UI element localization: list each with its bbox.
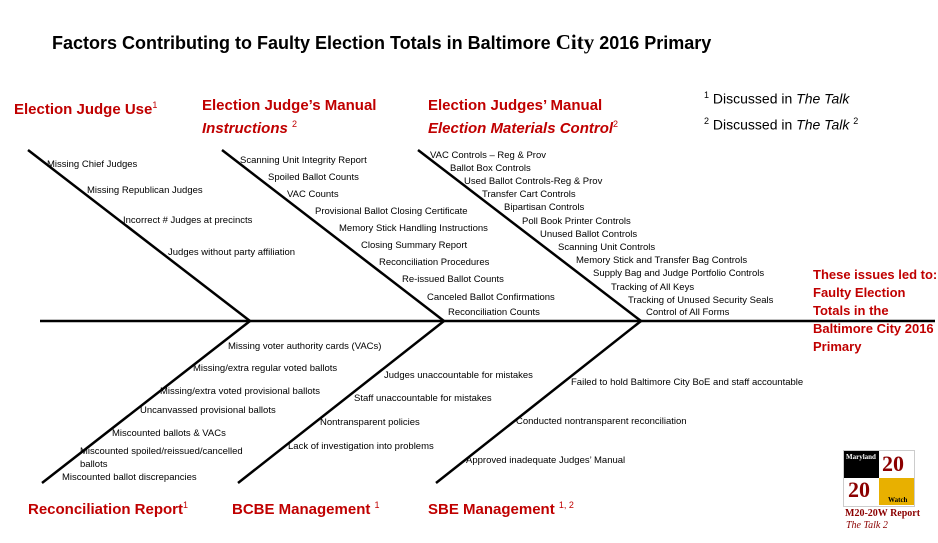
category-bcbe-sup: 1 (374, 500, 380, 510)
cause-reconciliation-2: Missing/extra regular voted ballots (193, 363, 338, 374)
cause-sbe-3: Approved inadequate Judges’ Manual (466, 455, 626, 466)
category-reconciliation-label: Reconciliation Report (28, 501, 184, 518)
credit-report: M20-20W Report (845, 508, 921, 519)
logo-number-top: 20 (882, 451, 904, 476)
cause-materials-8: Scanning Unit Controls (558, 242, 656, 253)
footnote-1-text: Discussed in (712, 90, 797, 107)
maryland-2020-watch-logo (843, 450, 915, 507)
cause-bcbe-3: Nontransparent policies (320, 417, 420, 428)
title-suffix: 2016 Primary (594, 33, 712, 53)
cause-instructions-6: Closing Summary Report (361, 240, 468, 251)
cause-judge-use-2: Missing Republican Judges (87, 185, 203, 196)
cause-materials-9: Memory Stick and Transfer Bag Controls (576, 255, 748, 266)
cause-materials-7: Unused Ballot Controls (540, 229, 638, 240)
cause-judge-use-3: Incorrect # Judges at precincts (123, 215, 253, 226)
cause-materials-12: Tracking of Unused Security Seals (628, 295, 774, 306)
category-judge-use-label: Election Judge Use (14, 101, 153, 118)
cause-reconciliation-4: Uncanvassed provisional ballots (140, 405, 276, 416)
cause-instructions-9: Canceled Ballot Confirmations (427, 292, 555, 303)
cause-instructions-7: Reconciliation Procedures (379, 257, 490, 268)
cause-instructions-4: Provisional Ballot Closing Certificate (315, 206, 468, 217)
cause-reconciliation-5: Miscounted ballots & VACs (112, 428, 226, 439)
cause-instructions-1: Scanning Unit Integrity Report (240, 155, 367, 166)
cause-instructions-2: Spoiled Ballot Counts (268, 172, 359, 183)
cause-materials-4: Transfer Cart Controls (482, 189, 576, 200)
cause-bcbe-2: Staff unaccountable for mistakes (354, 393, 492, 404)
cause-judge-use-1: Missing Chief Judges (47, 159, 138, 170)
title-prefix: Factors Contributing to Faulty Election Totals in Baltimore (52, 33, 556, 53)
category-judge-use-sup: 1 (152, 100, 158, 110)
cause-sbe-2: Conducted nontransparent reconciliation (516, 416, 687, 427)
title-city: City (555, 30, 595, 54)
cause-bcbe-4: Lack of investigation into problems (288, 441, 434, 452)
cause-materials-5: Bipartisan Controls (504, 202, 585, 213)
footnote-1-mark: 1 (704, 90, 710, 100)
footnote-2-mark2: 2 (853, 116, 859, 126)
logo-watch-text: Watch (888, 496, 908, 504)
cause-sbe-1: Failed to hold Baltimore City BoE and staff accountable (571, 377, 804, 388)
logo-maryland-text: Maryland (846, 453, 876, 461)
cause-materials-1: VAC Controls – Reg & Prov (430, 150, 546, 161)
cause-materials-6: Poll Book Printer Controls (522, 216, 631, 227)
category-manual-instructions-line2: Instructions (202, 120, 288, 137)
category-manual-materials-line2: Election Materials Control (428, 120, 614, 137)
category-sbe-sup: 1, 2 (558, 500, 574, 510)
category-reconciliation-sup: 1 (183, 500, 189, 510)
credit-talk: The Talk 2 (846, 520, 888, 531)
category-manual-instructions-line1: Election Judge’s Manual (202, 97, 377, 114)
cause-materials-2: Ballot Box Controls (450, 163, 531, 174)
cause-materials-11: Tracking of All Keys (611, 282, 695, 293)
cause-reconciliation-7: Miscounted ballot discrepancies (62, 472, 197, 483)
footnote-2-italic: The Talk (796, 116, 850, 133)
footnote-2-text: Discussed in (712, 116, 797, 133)
cause-judge-use-4: Judges without party affiliation (168, 247, 296, 258)
bone-judge-use (28, 150, 253, 321)
category-sbe-label: SBE Management (428, 501, 555, 518)
cause-instructions-5: Memory Stick Handling Instructions (339, 223, 488, 234)
cause-materials-10: Supply Bag and Judge Portfolio Controls (593, 268, 765, 279)
result-text: These issues led to: Faulty Election Totals in the Baltimore City 2016 Primary (813, 267, 938, 354)
cause-materials-3: Used Ballot Controls-Reg & Prov (464, 176, 603, 187)
category-manual-materials-line1: Election Judges’ Manual (428, 97, 603, 114)
logo-number-bottom: 20 (848, 477, 870, 502)
category-bcbe-label: BCBE Management (232, 501, 371, 518)
cause-reconciliation-6b: ballots (80, 459, 108, 470)
cause-instructions-10: Reconciliation Counts (448, 307, 540, 318)
category-manual-materials-sup: 2 (613, 119, 619, 129)
cause-bcbe-1: Judges unaccountable for mistakes (384, 370, 533, 381)
category-manual-instructions-sup: 2 (292, 119, 298, 129)
cause-instructions-3: VAC Counts (287, 189, 339, 200)
cause-materials-13: Control of All Forms (646, 307, 730, 318)
cause-instructions-8: Re-issued Ballot Counts (402, 274, 504, 285)
cause-reconciliation-1: Missing voter authority cards (VACs) (228, 341, 382, 352)
cause-reconciliation-3: Missing/extra voted provisional ballots (160, 386, 320, 397)
cause-reconciliation-6: Miscounted spoiled/reissued/cancelled (80, 446, 243, 457)
bone-reconciliation (42, 321, 250, 483)
footnote-2-mark: 2 (704, 116, 710, 126)
footnote-1-italic: The Talk (796, 90, 850, 107)
